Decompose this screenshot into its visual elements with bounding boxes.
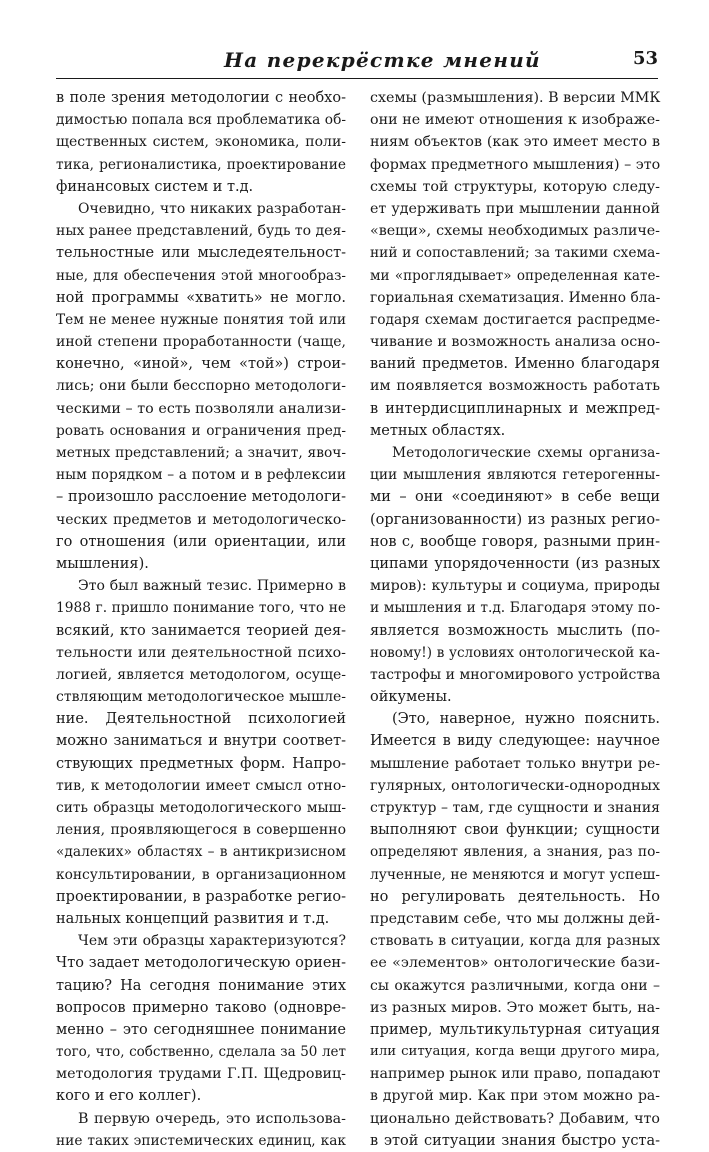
text-line: ческими – то есть позволяли анализи- <box>56 400 346 417</box>
header-rule <box>56 78 658 79</box>
text-line: ние. Деятельностной психологией <box>56 711 346 728</box>
text-line: тастрофы и многомирового устройства <box>370 666 661 683</box>
text-line: Чем эти образцы характеризуются? <box>78 933 346 950</box>
text-line: кого и его коллег). <box>56 1088 202 1105</box>
text-line: является возможность мыслить (по- <box>370 622 660 639</box>
text-line: ет удерживать при мышлении данной <box>370 200 660 217</box>
text-line: гориальная схематизация. Именно бла- <box>370 289 661 306</box>
text-line: ее «элементов» онтологические бази- <box>370 955 660 972</box>
text-line: ческих предметов и методологическо- <box>56 511 346 528</box>
text-line: ствующих предметных форм. Напро- <box>56 755 346 772</box>
text-line: в интердисциплинарных и межпред- <box>370 400 660 417</box>
text-line: из разных миров. Это может быть, на- <box>370 999 660 1016</box>
text-line: Тем не менее нужные понятия той или <box>56 311 346 328</box>
text-line: тив, к методологии имеет смысл отно- <box>56 777 346 794</box>
text-line: «вещи», схемы необходимых различе- <box>370 223 660 240</box>
text-line: «далеких» областях – в антикризисном <box>56 844 346 861</box>
text-line: всякий, кто занимается теорией дея- <box>56 622 346 639</box>
text-line: чивание и возможность анализа осно- <box>370 334 661 351</box>
text-line: в этой ситуации знания быстро уста- <box>370 1132 660 1149</box>
text-line: ные, для обеспечения этой многообраз- <box>56 267 346 284</box>
text-line: выполняют свои функции; сущности <box>370 822 660 839</box>
text-line: сить образцы методологического мыш- <box>56 800 346 816</box>
text-line: ной программы «хватить» не могло. <box>56 289 346 306</box>
text-line: ципами упорядоченности (из разных <box>370 555 660 572</box>
text-line: новому!) в условиях онтологической ка- <box>370 644 660 661</box>
text-line: мышления). <box>56 555 149 572</box>
text-line: структур – там, где сущности и знания <box>370 800 660 816</box>
text-line: годаря схемам достигается распредме- <box>370 311 660 328</box>
text-line: схемы той структуры, которую следу- <box>370 178 660 195</box>
text-line: определяют явления, а знания, раз по- <box>370 844 660 861</box>
text-line: иной степени проработанности (чаще, <box>56 334 346 351</box>
text-line: Что задает методологическую ориен- <box>56 955 346 972</box>
text-line: Методологические схемы организа- <box>392 445 660 461</box>
text-line: Это был важный тезис. Примерно в <box>78 578 346 595</box>
text-line: В первую очередь, это использова- <box>78 1110 346 1127</box>
text-line: ствовать в ситуации, когда для разных <box>370 933 660 950</box>
text-line: сы окажутся различными, когда они – <box>370 977 660 994</box>
text-line: ми – они «соединяют» в себе вещи <box>370 489 660 506</box>
text-line: формах предметного мышления) – это <box>370 156 661 173</box>
text-line: схемы (размышления). В версии ММК <box>370 90 661 106</box>
text-line: лученные, не меняются и могут успеш- <box>370 866 660 883</box>
text-line: например рынок или право, попадают <box>370 1066 661 1083</box>
text-line: миров): культуры и социума, природы <box>370 578 660 595</box>
text-line: тельностные или мыследеятельност- <box>56 245 346 262</box>
text-line: Очевидно, что никаких разработан- <box>78 200 346 217</box>
text-line: метных областях. <box>370 422 506 439</box>
text-line: ции мышления являются гетерогенны- <box>370 467 660 484</box>
text-line: тацию? На сегодня понимание этих <box>56 977 346 994</box>
text-line: ствляющим методологическое мышле- <box>56 689 346 706</box>
text-line: в поле зрения методологии с необхо- <box>56 90 346 106</box>
text-line: (организованности) из разных регио- <box>370 511 660 528</box>
text-line: го отношения (или ориентации, или <box>56 533 346 550</box>
text-line: ние таких эпистемических единиц, как <box>56 1132 346 1149</box>
text-line: логией, является методологом, осуще- <box>56 666 346 683</box>
text-line: ным порядком – а потом и в рефлексии <box>56 467 346 484</box>
text-line: консультировании, в организационном <box>56 866 346 883</box>
text-line: и мышления и т.д. Благодаря этому по- <box>370 600 660 617</box>
text-line: или ситуация, когда вещи другого мира, <box>370 1044 660 1060</box>
text-line: димостью попала вся проблематика об- <box>56 112 346 129</box>
text-line: представим себе, что мы должны дей- <box>370 910 660 927</box>
text-line: 1988 г. пришло понимание того, что не <box>56 600 346 617</box>
text-line: метных представлений; а значит, явоч- <box>56 445 346 461</box>
text-line: ниям объектов (как это имеет место в <box>370 134 660 151</box>
text-line: финансовых систем и т.д. <box>56 178 254 195</box>
text-line: Имеется в виду следующее: научное <box>370 733 660 750</box>
text-line: ваний предметов. Именно благодаря <box>370 356 660 373</box>
text-line: проектировании, в разработке регио- <box>56 888 346 905</box>
left-text-column <box>56 87 346 1152</box>
right-text-column <box>370 87 660 1152</box>
text-line: ми «проглядывает» определенная кате- <box>370 267 660 284</box>
text-line: гулярных, онтологически-однородных <box>370 777 660 794</box>
text-line: конечно, «иной», чем «той») строи- <box>56 356 346 373</box>
running-title: На перекрёстке мнений <box>224 48 541 72</box>
text-line: ления, проявляющегося в совершенно <box>56 822 346 839</box>
text-line: мышление работает только внутри ре- <box>370 755 660 772</box>
text-line: нальных концепций развития и т.д. <box>56 910 330 927</box>
text-line: ойкумены. <box>370 689 452 706</box>
text-line: тельности или деятельностной психо- <box>56 644 346 661</box>
text-line: ний и сопоставлений; за такими схема- <box>370 245 660 262</box>
text-line: им появляется возможность работать <box>370 378 660 395</box>
text-line: (Это, наверное, нужно пояснить. <box>392 711 660 728</box>
running-header <box>56 40 658 80</box>
text-line: но регулировать деятельность. Но <box>370 888 660 905</box>
text-line: они не имеют отношения к изображе- <box>370 112 660 129</box>
page-number: 53 <box>632 48 658 69</box>
text-line: ровать основания и ограничения пред- <box>56 422 346 439</box>
text-line: менно – это сегодняшнее понимание <box>56 1021 346 1038</box>
text-line: щественных систем, экономика, поли- <box>56 134 346 151</box>
text-line: ционально действовать? Добавим, что <box>370 1110 660 1127</box>
text-line: вопросов примерно таково (одновре- <box>56 999 346 1016</box>
text-line: ных ранее представлений, будь то дея- <box>56 223 347 240</box>
text-line: того, что, собственно, сделала за 50 лет <box>56 1044 346 1061</box>
text-line: лись; они были бесспорно методологи- <box>56 378 346 395</box>
text-line: методология трудами Г.П. Щедровиц- <box>56 1066 346 1083</box>
text-line: тика, регионалистика, проектирование <box>56 156 346 173</box>
text-line: можно заниматься и внутри соответ- <box>56 733 346 750</box>
text-line: в другой мир. Как при этом можно ра- <box>370 1088 660 1105</box>
text-line: пример, мультикультурная ситуация <box>370 1021 660 1038</box>
text-line: – произошло расслоение методологи- <box>56 489 346 506</box>
text-line: нов с, вообще говоря, разными прин- <box>370 533 660 550</box>
